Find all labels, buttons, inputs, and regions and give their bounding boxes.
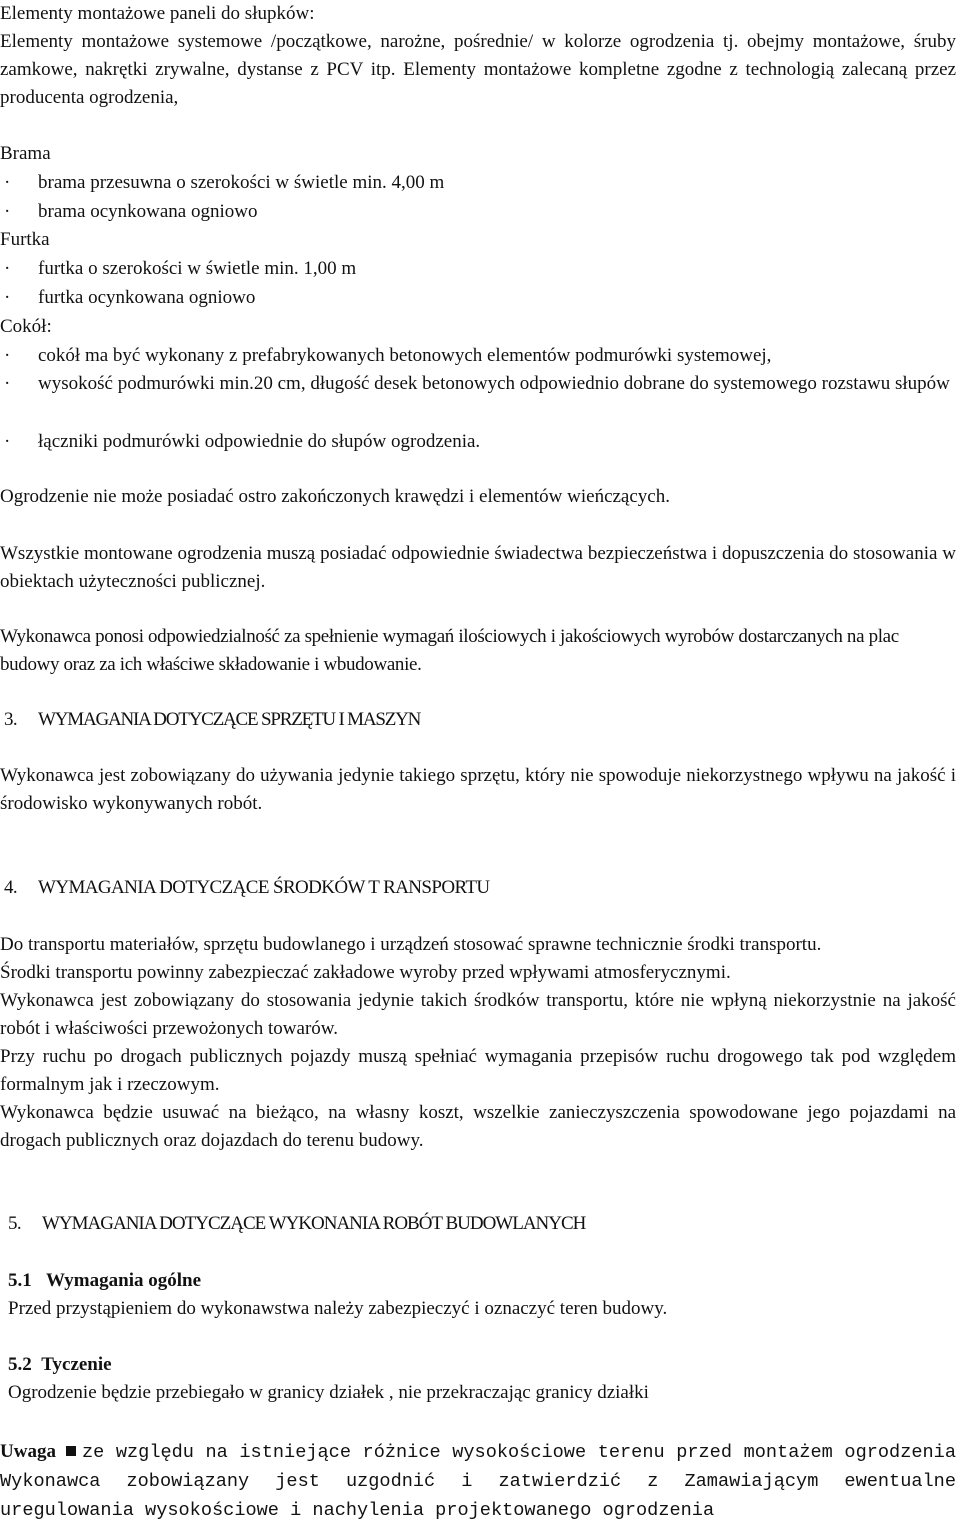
subsection-5-1-heading bbox=[8, 1267, 960, 1295]
subsection-title: Tyczenie bbox=[41, 1354, 112, 1375]
bullet: · bbox=[4, 172, 11, 193]
paragraph-odpowiedzialnosc: Wykonawca ponosi odpowiedzialność za spełnienie wymagań ilościowych i jakościowych wyrobów dostarczanych na plac budowy oraz za ich właściwe składowanie i wbudowanie. bbox=[0, 626, 899, 675]
list-item bbox=[0, 284, 956, 312]
brama-label: Brama bbox=[0, 143, 51, 164]
list-item-text: łączniki podmurówki odpowiednie do słupów ogrodzenia. bbox=[38, 431, 481, 452]
list-item-text: brama przesuwna o szerokości w świetle min. 4,00 m bbox=[38, 172, 445, 193]
bullet: · bbox=[4, 345, 11, 366]
square-bullet-icon bbox=[66, 1446, 76, 1456]
list-item-text: wysokość podmurówki min.20 cm, długość desek betonowych odpowiednio dobrane do systemowego rozstawu słupów bbox=[38, 373, 950, 394]
list-item-text: furtka o szerokości w świetle min. 1,00 m bbox=[38, 258, 357, 279]
section-number: 4. bbox=[4, 877, 18, 898]
section-3-heading bbox=[4, 706, 420, 734]
bullet: · bbox=[4, 258, 11, 279]
section-title: WYMAGANIA DOTYCZĄCE SPRZĘTU I MASZYN bbox=[38, 709, 421, 730]
section-4-heading bbox=[4, 874, 490, 902]
uwaga-note bbox=[0, 1437, 956, 1525]
section-3-paragraph: Wykonawca jest zobowiązany do używania jedynie takiego sprzętu, który nie spowoduje niekorzystnego wpływu na jakość i środowisko wykonywanych robót. bbox=[0, 765, 956, 814]
list-item-text: brama ocynkowana ogniowo bbox=[38, 201, 258, 222]
list-item-text: furtka ocynkowana ogniowo bbox=[38, 287, 256, 308]
subsection-5-2-heading bbox=[8, 1351, 960, 1379]
section-4-paragraph: Środki transportu powinny zabezpieczać zakładowe wyroby przed wpływami atmosferycznymi. bbox=[0, 962, 731, 983]
paragraph-swiadectwa: Wszystkie montowane ogrodzenia muszą posiadać odpowiednie świadectwa bezpieczeństwa i dopuszczenia do stosowania w obiektach użyteczności publicznej. bbox=[0, 543, 956, 592]
list-item bbox=[0, 342, 956, 370]
section-4-paragraph: Wykonawca będzie usuwać na bieżąco, na własny koszt, wszelkie zanieczyszczenia spowodowane jego pojazdami na drogach publicznych oraz dojazdach do terenu budowy. bbox=[0, 1102, 956, 1151]
uwaga-text: ze względu na istniejące różnice wysokościowe terenu przed montażem ogrodzenia Wykonawca zobowiązany jest uzgodnić i zatwierdzić z Zamawiającym ewentualne uregulowania wysokościowe i nachylenia projektowanego ogrodzenia bbox=[0, 1442, 956, 1521]
bullet: · bbox=[4, 287, 11, 308]
list-item bbox=[0, 198, 956, 226]
section-5-heading bbox=[8, 1210, 585, 1238]
bullet: · bbox=[4, 373, 11, 394]
list-item bbox=[0, 428, 956, 456]
intro-heading: Elementy montażowe paneli do słupków: bbox=[0, 3, 315, 24]
subsection-5-2-paragraph: Ogrodzenie będzie przebiegało w granicy działek , nie przekraczając granicy działki bbox=[8, 1382, 649, 1403]
section-4-paragraph: Wykonawca jest zobowiązany do stosowania jedynie takich środków transportu, które nie wpłyną niekorzystnie na jakość robót i właściwości przewożonych towarów. bbox=[0, 990, 956, 1039]
list-item bbox=[0, 370, 956, 398]
section-number: 3. bbox=[4, 709, 18, 730]
subsection-number: 5.1 bbox=[8, 1270, 32, 1291]
subsection-title: Wymagania ogólne bbox=[46, 1270, 201, 1291]
bullet: · bbox=[4, 201, 11, 222]
section-4-paragraph: Do transportu materiałów, sprzętu budowlanego i urządzeń stosować sprawne technicznie środki transportu. bbox=[0, 934, 822, 955]
intro-paragraph: Elementy montażowe systemowe /początkowe, narożne, pośrednie/ w kolorze ogrodzenia tj. obejmy montażowe, śruby zamkowe, nakrętki zrywalne, dystanse z PCV itp. Elementy montażowe kompletne zgodne z technologią zalecaną przez producenta ogrodzenia, bbox=[0, 31, 956, 108]
paragraph-krawedzie: Ogrodzenie nie może posiadać ostro zakończonych krawędzi i elementów wieńczących. bbox=[0, 486, 670, 507]
section-title: WYMAGANIA DOTYCZĄCE ŚRODKÓW T RANSPORTU bbox=[38, 877, 490, 898]
bullet: · bbox=[4, 431, 11, 452]
section-title: WYMAGANIA DOTYCZĄCE WYKONANIA ROBÓT BUDOWLANYCH bbox=[42, 1213, 586, 1234]
section-4-paragraph: Przy ruchu po drogach publicznych pojazdy muszą spełniać wymagania przepisów ruchu drogowego tak pod względem formalnym jak i rzeczowym. bbox=[0, 1046, 956, 1095]
furtka-label: Furtka bbox=[0, 229, 50, 250]
list-item bbox=[0, 169, 956, 197]
uwaga-label: Uwaga bbox=[0, 1441, 56, 1462]
list-item-text: cokół ma być wykonany z prefabrykowanych betonowych elementów podmurówki systemowej, bbox=[38, 345, 772, 366]
section-number: 5. bbox=[8, 1213, 22, 1234]
subsection-number: 5.2 bbox=[8, 1354, 32, 1375]
list-item bbox=[0, 255, 956, 283]
cokol-label: Cokół: bbox=[0, 316, 52, 337]
subsection-5-1-paragraph: Przed przystąpieniem do wykonawstwa należy zabezpieczyć i oznaczyć teren budowy. bbox=[8, 1298, 668, 1319]
